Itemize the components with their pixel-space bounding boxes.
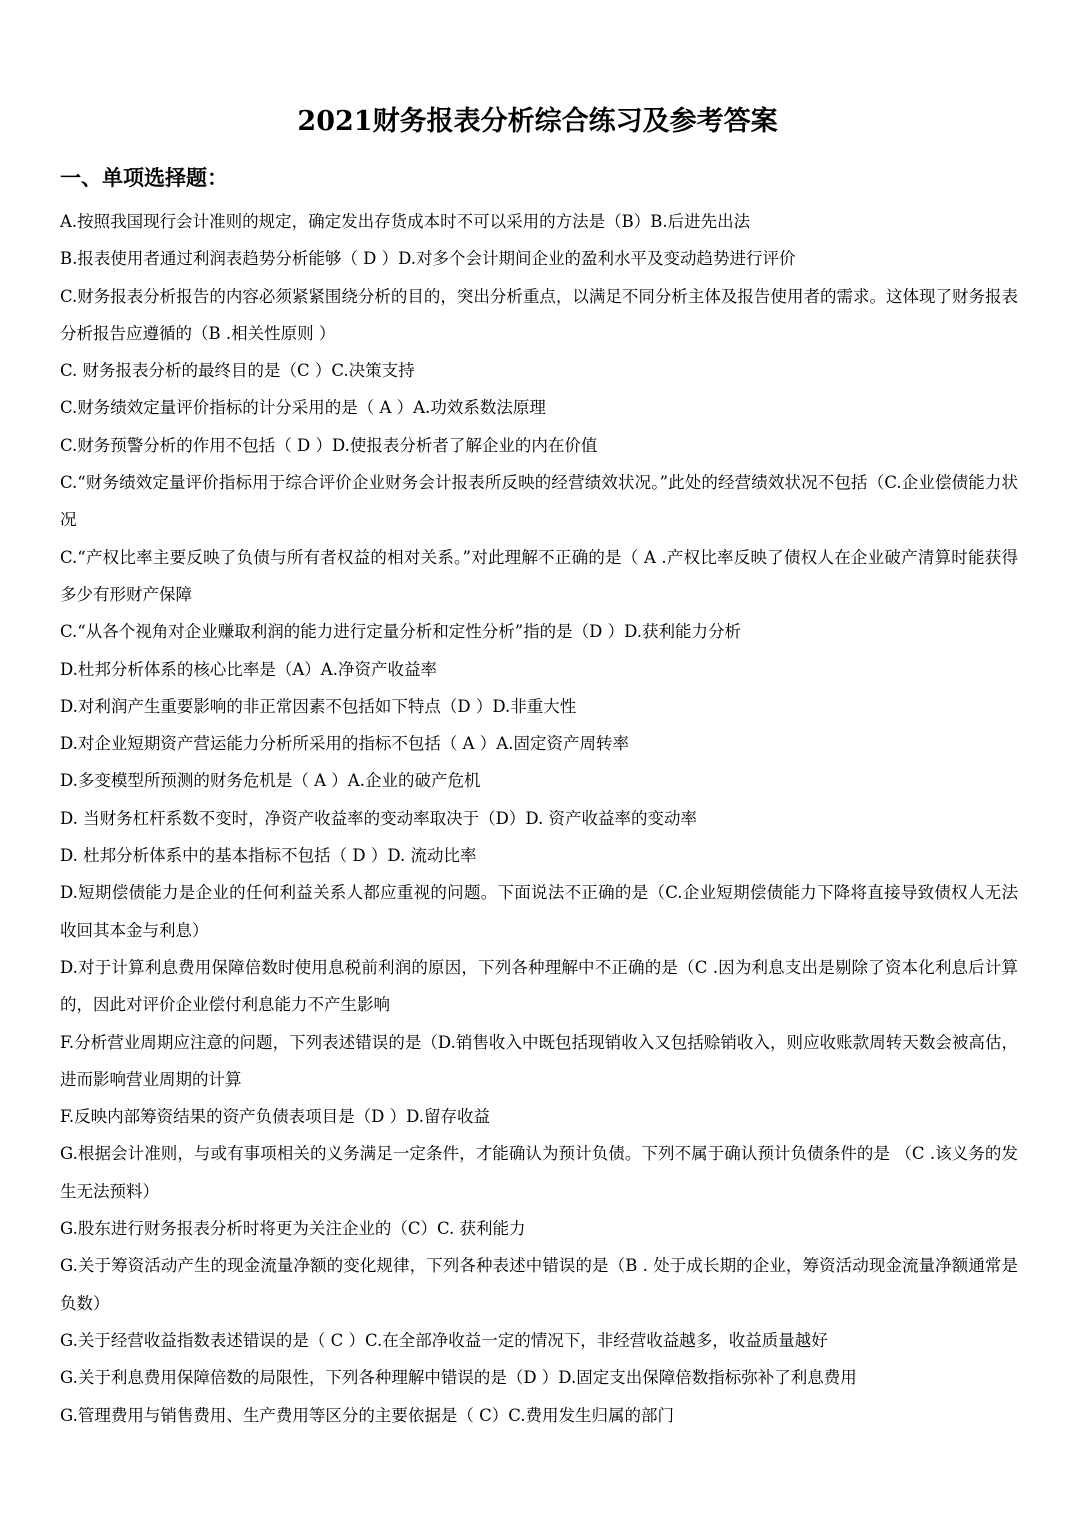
question-item: G.管理费用与销售费用、生产费用等区分的主要依据是（ C）C.费用发生归属的部门 <box>60 1405 674 1425</box>
question-item: F.分析营业周期应注意的问题，下列表述错误的是（D.销售收入中既包括现销收入又包括赊销收入，则应收账款周转天数会被高估，进而影响营业周期的计算 <box>60 1032 1018 1089</box>
question-item: D.对利润产生重要影响的非正常因素不包括如下特点（D ）D.非重大性 <box>60 696 577 716</box>
question-item: C.财务预警分析的作用不包括（ D ）D.使报表分析者了解企业的内在价值 <box>60 435 598 455</box>
question-item: G.根据会计准则，与或有事项相关的义务满足一定条件，才能确认为预计负债。下列不属于确认预计负债条件的是 （C .该义务的发生无法预料） <box>60 1144 1018 1201</box>
document-title: 2021财务报表分析综合练习及参考答案 <box>297 106 778 137</box>
question-item: D.多变模型所预测的财务危机是（ A ）A.企业的破产危机 <box>60 771 481 791</box>
question-item: D.短期偿债能力是企业的任何利益关系人都应重视的问题。下面说法不正确的是（C.企业短期偿债能力下降将直接导致债权人无法收回其本金与利息） <box>60 883 1018 940</box>
section-heading: 一、单项选择题： <box>60 165 228 190</box>
question-item: B.报表使用者通过利润表趋势分析能够（ D ）D.对多个会计期间企业的盈利水平及变动趋势进行评价 <box>60 249 796 269</box>
question-item: C.“财务绩效定量评价指标用于综合评价企业财务会计报表所反映的经营绩效状况。”此处的经营绩效状况不包括（C.企业偿债能力状况 <box>60 473 1018 530</box>
question-item: D.对企业短期资产营运能力分析所采用的指标不包括（ A ）A.固定资产周转率 <box>60 734 629 754</box>
question-item: G.关于经营收益指数表述错误的是（ C ）C.在全部净收益一定的情况下，非经营收益越多，收益质量越好 <box>60 1330 828 1350</box>
question-item: A.按照我国现行会计准则的规定，确定发出存货成本时不可以采用的方法是（B）B.后进先出法 <box>60 212 751 231</box>
question-item: F.反映内部筹资结果的资产负债表项目是（D ）D.留存收益 <box>60 1107 490 1127</box>
question-item: G.关于筹资活动产生的现金流量净额的变化规律，下列各种表述中错误的是（B . 处于成长期的企业，筹资活动现金流量净额通常是负数） <box>60 1256 1018 1313</box>
question-item: D.对于计算利息费用保障倍数时使用息税前利润的原因，下列各种理解中不正确的是（C .因为利息支出是剔除了资本化利息后计算的，因此对评价企业偿付利息能力不产生影响 <box>60 957 1018 1015</box>
question-item: C.财务绩效定量评价指标的计分采用的是（ A ）A.功效系数法原理 <box>60 398 546 418</box>
question-item: C.“产权比率主要反映了负债与所有者权益的相对关系。”对此理解不正确的是（ A .产权比率反映了债权人在企业破产清算时能获得多少有形财产保障 <box>60 547 1018 604</box>
question-item: G.股东进行财务报表分析时将更为关注企业的（C）C. 获利能力 <box>60 1219 526 1239</box>
question-item: G.关于利息费用保障倍数的局限性，下列各种理解中错误的是（D ）D.固定支出保障倍数指标弥补了利息费用 <box>60 1368 857 1388</box>
question-item: D. 杜邦分析体系中的基本指标不包括（ D ）D. 流动比率 <box>60 846 477 866</box>
question-item: C. 财务报表分析的最终目的是（C ）C.决策支持 <box>60 361 415 381</box>
question-list <box>60 203 1018 1434</box>
question-item: D. 当财务杠杆系数不变时，净资产收益率的变动率取决于（D）D. 资产收益率的变动率 <box>60 808 697 828</box>
question-item: C.“从各个视角对企业赚取利润的能力进行定量分析和定性分析”指的是（D ）D.获利能力分析 <box>60 622 742 642</box>
question-item: C.财务报表分析报告的内容必须紧紧围绕分析的目的，突出分析重点，以满足不同分析主体及报告使用者的需求。这体现了财务报表分析报告应遵循的（B .相关性原则 ） <box>60 286 1018 343</box>
question-item: D.杜邦分析体系的核心比率是（A）A.净资产收益率 <box>60 659 437 679</box>
